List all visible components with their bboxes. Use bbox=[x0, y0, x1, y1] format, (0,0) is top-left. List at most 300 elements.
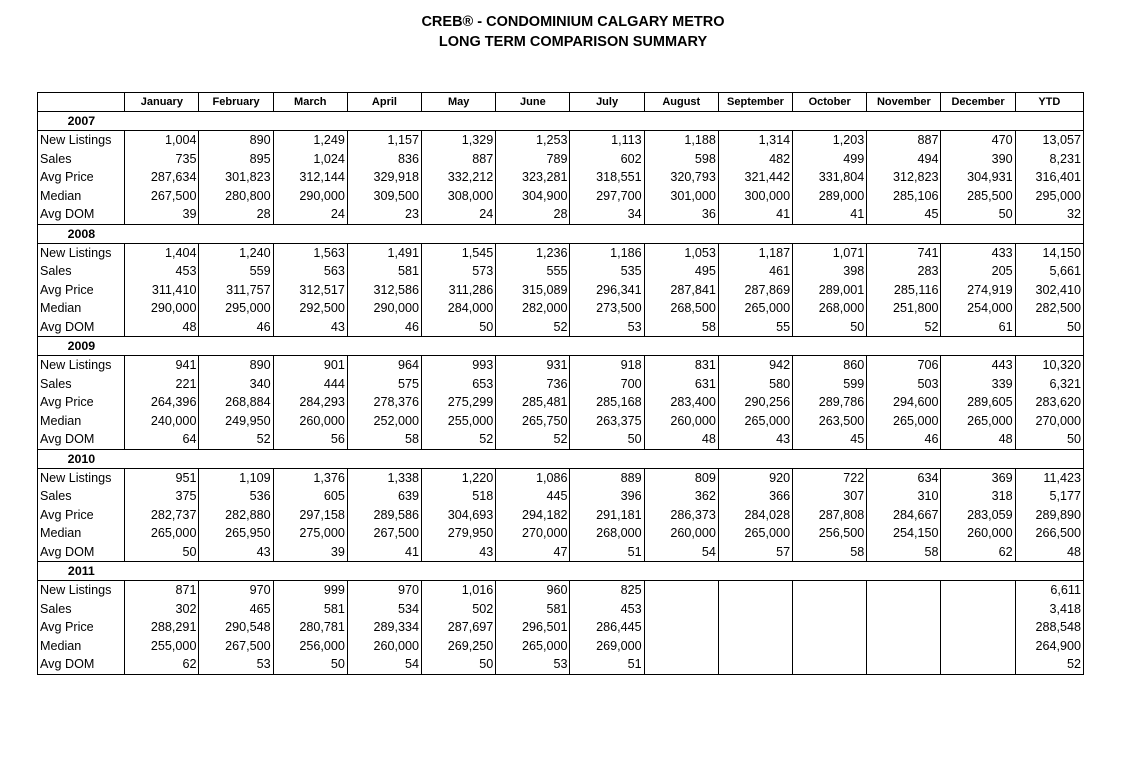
table-cell: 287,697 bbox=[422, 618, 496, 637]
table-row bbox=[38, 581, 1084, 600]
table-cell: 57 bbox=[718, 543, 792, 562]
table-cell: 50 bbox=[273, 655, 347, 674]
table-cell: 304,693 bbox=[422, 506, 496, 525]
table-cell: 48 bbox=[644, 430, 718, 449]
table-cell: 249,950 bbox=[199, 412, 273, 431]
table-cell: 741 bbox=[867, 243, 941, 262]
year-row-spacer bbox=[273, 449, 347, 468]
table-row bbox=[38, 600, 1084, 619]
year-row-spacer bbox=[867, 449, 941, 468]
column-header-may: May bbox=[422, 93, 496, 112]
table-cell: 340 bbox=[199, 375, 273, 394]
table-cell: 999 bbox=[273, 581, 347, 600]
table-cell: 993 bbox=[422, 356, 496, 375]
year-row-spacer bbox=[793, 562, 867, 581]
table-cell: 310 bbox=[867, 487, 941, 506]
column-header-march: March bbox=[273, 93, 347, 112]
table-cell: 1,253 bbox=[496, 131, 570, 150]
year-row-spacer bbox=[793, 449, 867, 468]
table-cell: 46 bbox=[867, 430, 941, 449]
year-row-spacer bbox=[570, 224, 644, 243]
table-cell: 1,314 bbox=[718, 131, 792, 150]
table-cell: 1,016 bbox=[422, 581, 496, 600]
year-row-spacer bbox=[941, 112, 1015, 131]
year-row-spacer bbox=[125, 449, 199, 468]
table-cell: 316,401 bbox=[1015, 168, 1083, 187]
year-row-spacer bbox=[422, 337, 496, 356]
year-row-spacer bbox=[941, 562, 1015, 581]
year-row-spacer bbox=[347, 112, 421, 131]
table-cell: 52 bbox=[1015, 655, 1083, 674]
table-cell bbox=[644, 655, 718, 674]
table-cell: 5,661 bbox=[1015, 262, 1083, 281]
year-label: 2011 bbox=[38, 562, 125, 581]
table-cell: 825 bbox=[570, 581, 644, 600]
column-header-october: October bbox=[793, 93, 867, 112]
table-cell: 287,808 bbox=[793, 506, 867, 525]
table-cell: 1,376 bbox=[273, 468, 347, 487]
year-row-spacer bbox=[199, 224, 273, 243]
table-cell: 265,000 bbox=[496, 637, 570, 656]
row-label: Avg DOM bbox=[38, 430, 125, 449]
year-row-spacer bbox=[1015, 224, 1083, 243]
table-cell: 286,373 bbox=[644, 506, 718, 525]
table-cell bbox=[793, 637, 867, 656]
column-header-september: September bbox=[718, 93, 792, 112]
table-cell: 453 bbox=[125, 262, 199, 281]
row-label: Median bbox=[38, 299, 125, 318]
table-cell: 43 bbox=[422, 543, 496, 562]
table-cell: 634 bbox=[867, 468, 941, 487]
year-row-spacer bbox=[273, 112, 347, 131]
row-label: New Listings bbox=[38, 243, 125, 262]
table-cell: 280,781 bbox=[273, 618, 347, 637]
year-row-spacer bbox=[273, 337, 347, 356]
table-cell: 599 bbox=[793, 375, 867, 394]
table-cell: 53 bbox=[199, 655, 273, 674]
year-row-spacer bbox=[422, 562, 496, 581]
table-cell: 283 bbox=[867, 262, 941, 281]
table-cell: 268,000 bbox=[793, 299, 867, 318]
table-cell: 43 bbox=[199, 543, 273, 562]
table-cell: 284,028 bbox=[718, 506, 792, 525]
row-label: Avg DOM bbox=[38, 318, 125, 337]
row-label: Avg Price bbox=[38, 506, 125, 525]
row-label: Avg Price bbox=[38, 393, 125, 412]
table-cell: 1,187 bbox=[718, 243, 792, 262]
table-cell: 289,786 bbox=[793, 393, 867, 412]
table-cell bbox=[793, 600, 867, 619]
table-cell: 50 bbox=[1015, 430, 1083, 449]
table-cell: 320,793 bbox=[644, 168, 718, 187]
table-cell: 286,445 bbox=[570, 618, 644, 637]
table-cell bbox=[793, 618, 867, 637]
table-cell: 52 bbox=[867, 318, 941, 337]
table-cell: 1,188 bbox=[644, 131, 718, 150]
table-cell: 36 bbox=[644, 205, 718, 224]
table-cell: 970 bbox=[199, 581, 273, 600]
year-row-spacer bbox=[125, 562, 199, 581]
table-cell: 311,757 bbox=[199, 281, 273, 300]
table-cell: 931 bbox=[496, 356, 570, 375]
year-label: 2009 bbox=[38, 337, 125, 356]
table-cell: 260,000 bbox=[644, 524, 718, 543]
table-cell: 285,106 bbox=[867, 187, 941, 206]
table-cell: 284,000 bbox=[422, 299, 496, 318]
table-cell: 52 bbox=[496, 430, 570, 449]
header-row bbox=[38, 93, 1084, 112]
table-cell: 339 bbox=[941, 375, 1015, 394]
table-cell: 291,181 bbox=[570, 506, 644, 525]
table-cell: 256,500 bbox=[793, 524, 867, 543]
year-row-2009 bbox=[38, 337, 1084, 356]
table-cell: 48 bbox=[941, 430, 1015, 449]
table-cell: 61 bbox=[941, 318, 1015, 337]
table-cell: 302,410 bbox=[1015, 281, 1083, 300]
table-row bbox=[38, 205, 1084, 224]
header-corner bbox=[38, 93, 125, 112]
year-row-spacer bbox=[644, 449, 718, 468]
table-cell: 559 bbox=[199, 262, 273, 281]
year-row-spacer bbox=[199, 112, 273, 131]
year-row-spacer bbox=[347, 449, 421, 468]
year-row-2011 bbox=[38, 562, 1084, 581]
year-row-spacer bbox=[422, 449, 496, 468]
year-row-spacer bbox=[867, 562, 941, 581]
table-row bbox=[38, 430, 1084, 449]
table-cell: 290,000 bbox=[125, 299, 199, 318]
table-cell: 304,931 bbox=[941, 168, 1015, 187]
table-cell: 58 bbox=[644, 318, 718, 337]
table-row bbox=[38, 543, 1084, 562]
column-header-june: June bbox=[496, 93, 570, 112]
table-cell bbox=[644, 581, 718, 600]
table-cell: 283,059 bbox=[941, 506, 1015, 525]
table-cell: 32 bbox=[1015, 205, 1083, 224]
table-cell: 315,089 bbox=[496, 281, 570, 300]
table-cell: 270,000 bbox=[1015, 412, 1083, 431]
table-cell: 260,000 bbox=[347, 637, 421, 656]
table-cell: 48 bbox=[1015, 543, 1083, 562]
year-row-spacer bbox=[941, 449, 1015, 468]
table-cell: 3,418 bbox=[1015, 600, 1083, 619]
year-row-spacer bbox=[570, 112, 644, 131]
table-cell: 555 bbox=[496, 262, 570, 281]
table-cell: 265,950 bbox=[199, 524, 273, 543]
table-cell: 290,000 bbox=[347, 299, 421, 318]
year-label: 2007 bbox=[38, 112, 125, 131]
table-cell: 573 bbox=[422, 262, 496, 281]
table-cell: 43 bbox=[718, 430, 792, 449]
table-cell bbox=[644, 600, 718, 619]
table-cell: 273,500 bbox=[570, 299, 644, 318]
table-cell: 461 bbox=[718, 262, 792, 281]
table-cell: 256,000 bbox=[273, 637, 347, 656]
table-cell: 575 bbox=[347, 375, 421, 394]
table-cell: 52 bbox=[496, 318, 570, 337]
table-cell: 308,000 bbox=[422, 187, 496, 206]
table-cell: 536 bbox=[199, 487, 273, 506]
table-cell: 8,231 bbox=[1015, 150, 1083, 169]
table-cell: 836 bbox=[347, 150, 421, 169]
table-cell bbox=[941, 581, 1015, 600]
table-cell bbox=[941, 618, 1015, 637]
year-row-spacer bbox=[496, 449, 570, 468]
row-label: Avg Price bbox=[38, 281, 125, 300]
table-cell: 51 bbox=[570, 655, 644, 674]
column-header-ytd: YTD bbox=[1015, 93, 1083, 112]
year-row-spacer bbox=[125, 337, 199, 356]
table-cell bbox=[867, 600, 941, 619]
year-row-spacer bbox=[867, 112, 941, 131]
column-header-december: December bbox=[941, 93, 1015, 112]
table-cell: 470 bbox=[941, 131, 1015, 150]
year-row-spacer bbox=[570, 337, 644, 356]
column-header-august: August bbox=[644, 93, 718, 112]
column-header-february: February bbox=[199, 93, 273, 112]
table-body bbox=[38, 112, 1084, 675]
table-cell: 54 bbox=[644, 543, 718, 562]
table-cell: 269,250 bbox=[422, 637, 496, 656]
table-cell: 53 bbox=[570, 318, 644, 337]
year-row-spacer bbox=[570, 449, 644, 468]
table-cell: 444 bbox=[273, 375, 347, 394]
table-cell: 282,737 bbox=[125, 506, 199, 525]
table-cell: 653 bbox=[422, 375, 496, 394]
table-cell: 321,442 bbox=[718, 168, 792, 187]
table-cell: 494 bbox=[867, 150, 941, 169]
table-cell: 580 bbox=[718, 375, 792, 394]
table-cell: 274,919 bbox=[941, 281, 1015, 300]
table-cell: 50 bbox=[125, 543, 199, 562]
year-row-spacer bbox=[718, 112, 792, 131]
table-cell: 375 bbox=[125, 487, 199, 506]
year-row-spacer bbox=[1015, 562, 1083, 581]
table-cell: 263,500 bbox=[793, 412, 867, 431]
table-cell bbox=[941, 600, 1015, 619]
year-row-spacer bbox=[1015, 112, 1083, 131]
table-cell: 518 bbox=[422, 487, 496, 506]
table-cell: 285,500 bbox=[941, 187, 1015, 206]
table-cell: 294,600 bbox=[867, 393, 941, 412]
table-row bbox=[38, 637, 1084, 656]
year-row-2007 bbox=[38, 112, 1084, 131]
table-cell: 499 bbox=[793, 150, 867, 169]
table-row bbox=[38, 524, 1084, 543]
row-label: Sales bbox=[38, 262, 125, 281]
table-cell: 502 bbox=[422, 600, 496, 619]
year-row-spacer bbox=[199, 337, 273, 356]
year-row-2010 bbox=[38, 449, 1084, 468]
table-cell: 535 bbox=[570, 262, 644, 281]
row-label: Avg DOM bbox=[38, 655, 125, 674]
table-row bbox=[38, 131, 1084, 150]
table-cell: 287,869 bbox=[718, 281, 792, 300]
table-cell: 285,168 bbox=[570, 393, 644, 412]
table-cell: 311,286 bbox=[422, 281, 496, 300]
table-cell: 264,396 bbox=[125, 393, 199, 412]
table-cell: 13,057 bbox=[1015, 131, 1083, 150]
table-cell bbox=[718, 637, 792, 656]
table-cell: 534 bbox=[347, 600, 421, 619]
table-cell: 23 bbox=[347, 205, 421, 224]
table-cell: 329,918 bbox=[347, 168, 421, 187]
table-cell: 700 bbox=[570, 375, 644, 394]
table-row bbox=[38, 187, 1084, 206]
row-label: Median bbox=[38, 187, 125, 206]
table-cell: 268,884 bbox=[199, 393, 273, 412]
table-cell: 264,900 bbox=[1015, 637, 1083, 656]
table-cell: 301,823 bbox=[199, 168, 273, 187]
table-cell: 304,900 bbox=[496, 187, 570, 206]
year-row-spacer bbox=[496, 224, 570, 243]
table-cell bbox=[718, 581, 792, 600]
table-cell: 1,186 bbox=[570, 243, 644, 262]
year-row-spacer bbox=[422, 224, 496, 243]
year-row-spacer bbox=[644, 337, 718, 356]
table-cell: 53 bbox=[496, 655, 570, 674]
year-row-spacer bbox=[347, 337, 421, 356]
row-label: Sales bbox=[38, 150, 125, 169]
table-cell: 280,800 bbox=[199, 187, 273, 206]
year-row-spacer bbox=[793, 112, 867, 131]
table-cell: 1,404 bbox=[125, 243, 199, 262]
table-cell: 1,157 bbox=[347, 131, 421, 150]
table-cell: 951 bbox=[125, 468, 199, 487]
table-cell: 266,500 bbox=[1015, 524, 1083, 543]
row-label: Sales bbox=[38, 375, 125, 394]
table-cell: 34 bbox=[570, 205, 644, 224]
table-cell: 279,950 bbox=[422, 524, 496, 543]
table-cell: 289,001 bbox=[793, 281, 867, 300]
table-cell: 265,000 bbox=[718, 299, 792, 318]
table-cell: 1,071 bbox=[793, 243, 867, 262]
table-cell: 581 bbox=[347, 262, 421, 281]
row-label: Median bbox=[38, 412, 125, 431]
table-row bbox=[38, 262, 1084, 281]
table-cell: 58 bbox=[793, 543, 867, 562]
table-cell: 50 bbox=[422, 655, 496, 674]
table-cell: 495 bbox=[644, 262, 718, 281]
table-cell: 465 bbox=[199, 600, 273, 619]
table-cell: 284,293 bbox=[273, 393, 347, 412]
table-cell: 254,000 bbox=[941, 299, 1015, 318]
table-cell: 28 bbox=[496, 205, 570, 224]
year-row-spacer bbox=[570, 562, 644, 581]
table-cell: 48 bbox=[125, 318, 199, 337]
table-cell: 265,000 bbox=[718, 412, 792, 431]
table-cell: 396 bbox=[570, 487, 644, 506]
table-row bbox=[38, 243, 1084, 262]
table-cell: 871 bbox=[125, 581, 199, 600]
table-cell: 290,000 bbox=[273, 187, 347, 206]
table-cell: 5,177 bbox=[1015, 487, 1083, 506]
table-cell: 47 bbox=[496, 543, 570, 562]
year-row-spacer bbox=[422, 112, 496, 131]
table-cell: 24 bbox=[273, 205, 347, 224]
table-cell: 50 bbox=[793, 318, 867, 337]
table-cell: 598 bbox=[644, 150, 718, 169]
table-cell: 269,000 bbox=[570, 637, 644, 656]
table-cell: 290,256 bbox=[718, 393, 792, 412]
year-row-spacer bbox=[347, 224, 421, 243]
table-cell: 295,000 bbox=[199, 299, 273, 318]
table-cell: 901 bbox=[273, 356, 347, 375]
report-subtitle: LONG TERM COMPARISON SUMMARY bbox=[438, 34, 708, 50]
table-cell: 46 bbox=[199, 318, 273, 337]
table-cell: 722 bbox=[793, 468, 867, 487]
table-cell: 285,481 bbox=[496, 393, 570, 412]
year-row-spacer bbox=[1015, 449, 1083, 468]
table-cell: 287,634 bbox=[125, 168, 199, 187]
year-row-spacer bbox=[867, 337, 941, 356]
table-cell: 268,000 bbox=[570, 524, 644, 543]
table-cell bbox=[867, 581, 941, 600]
table-cell bbox=[644, 637, 718, 656]
table-cell: 58 bbox=[867, 543, 941, 562]
year-row-spacer bbox=[125, 224, 199, 243]
table-cell: 55 bbox=[718, 318, 792, 337]
year-row-spacer bbox=[793, 224, 867, 243]
table-cell: 275,299 bbox=[422, 393, 496, 412]
table-cell: 1,338 bbox=[347, 468, 421, 487]
table-cell: 581 bbox=[496, 600, 570, 619]
table-cell: 41 bbox=[793, 205, 867, 224]
year-row-spacer bbox=[718, 337, 792, 356]
table-cell: 1,249 bbox=[273, 131, 347, 150]
table-cell: 736 bbox=[496, 375, 570, 394]
table-cell: 50 bbox=[422, 318, 496, 337]
table-cell: 312,144 bbox=[273, 168, 347, 187]
table-row bbox=[38, 487, 1084, 506]
table-cell: 290,548 bbox=[199, 618, 273, 637]
table-cell: 64 bbox=[125, 430, 199, 449]
column-header-april: April bbox=[347, 93, 421, 112]
table-cell: 1,563 bbox=[273, 243, 347, 262]
year-row-spacer bbox=[793, 337, 867, 356]
table-cell: 52 bbox=[199, 430, 273, 449]
table-row bbox=[38, 150, 1084, 169]
table-cell: 302 bbox=[125, 600, 199, 619]
table-cell: 318 bbox=[941, 487, 1015, 506]
table-cell bbox=[867, 637, 941, 656]
table-cell: 1,086 bbox=[496, 468, 570, 487]
table-cell: 323,281 bbox=[496, 168, 570, 187]
table-cell: 288,291 bbox=[125, 618, 199, 637]
table-cell: 970 bbox=[347, 581, 421, 600]
year-row-spacer bbox=[496, 337, 570, 356]
table-cell: 292,500 bbox=[273, 299, 347, 318]
table-cell: 260,000 bbox=[941, 524, 1015, 543]
table-cell: 294,182 bbox=[496, 506, 570, 525]
table-cell: 581 bbox=[273, 600, 347, 619]
table-cell bbox=[793, 655, 867, 674]
table-cell: 890 bbox=[199, 131, 273, 150]
table-cell: 503 bbox=[867, 375, 941, 394]
table-cell: 1,545 bbox=[422, 243, 496, 262]
table-cell: 43 bbox=[273, 318, 347, 337]
table-row bbox=[38, 618, 1084, 637]
table-row bbox=[38, 299, 1084, 318]
table-cell: 312,517 bbox=[273, 281, 347, 300]
column-header-january: January bbox=[125, 93, 199, 112]
table-cell: 41 bbox=[718, 205, 792, 224]
table-cell: 918 bbox=[570, 356, 644, 375]
table-row bbox=[38, 655, 1084, 674]
table-cell: 920 bbox=[718, 468, 792, 487]
table-cell: 284,667 bbox=[867, 506, 941, 525]
row-label: Avg DOM bbox=[38, 543, 125, 562]
